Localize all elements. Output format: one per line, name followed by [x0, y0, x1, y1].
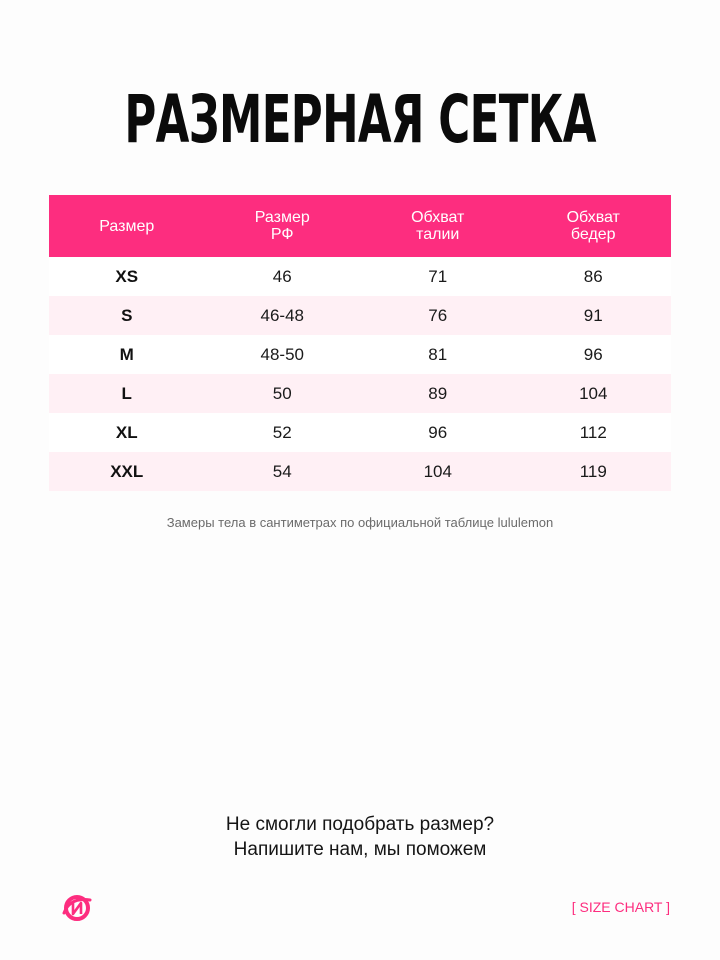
table-header-row [49, 195, 671, 257]
hips-cell: 119 [516, 452, 672, 491]
brand-logo-icon [60, 893, 94, 923]
rf-size-cell: 46-48 [205, 296, 361, 335]
hips-cell: 104 [516, 374, 672, 413]
table-row [49, 413, 671, 452]
measurement-note: Замеры тела в сантиметрах по официальной таблице lululemon [166, 515, 554, 530]
size-table [49, 195, 671, 491]
hips-cell: 86 [516, 257, 672, 296]
rf-size-cell: 54 [205, 452, 361, 491]
rf-size-cell: 52 [205, 413, 361, 452]
waist-cell: 76 [360, 296, 516, 335]
rf-size-cell: 48-50 [205, 335, 361, 374]
waist-cell: 96 [360, 413, 516, 452]
size-cell: XXL [49, 452, 205, 491]
help-message [0, 812, 720, 862]
table-row [49, 296, 671, 335]
column-header: Размер РФ [205, 195, 361, 257]
rf-size-cell: 46 [205, 257, 361, 296]
size-cell: XL [49, 413, 205, 452]
rf-size-cell: 50 [205, 374, 361, 413]
waist-cell: 71 [360, 257, 516, 296]
column-header: Размер [49, 195, 205, 257]
hips-cell: 112 [516, 413, 672, 452]
waist-cell: 89 [360, 374, 516, 413]
column-header: Обхват бедер [516, 195, 672, 257]
help-line-2: Напишите нам, мы поможем [233, 839, 487, 860]
size-cell: L [49, 374, 205, 413]
help-line-1: Не смогли подобрать размер? [225, 814, 495, 835]
size-cell: S [49, 296, 205, 335]
size-cell: XS [49, 257, 205, 296]
waist-cell: 81 [360, 335, 516, 374]
waist-cell: 104 [360, 452, 516, 491]
column-header: Обхват талии [360, 195, 516, 257]
table-row [49, 374, 671, 413]
hips-cell: 96 [516, 335, 672, 374]
size-chart-tag: [ SIZE CHART ] [571, 899, 670, 915]
size-cell: M [49, 335, 205, 374]
table-row [49, 257, 671, 296]
page-title: РАЗМЕРНАЯ СЕТКА [124, 81, 596, 158]
table-row [49, 335, 671, 374]
table-row [49, 452, 671, 491]
hips-cell: 91 [516, 296, 672, 335]
